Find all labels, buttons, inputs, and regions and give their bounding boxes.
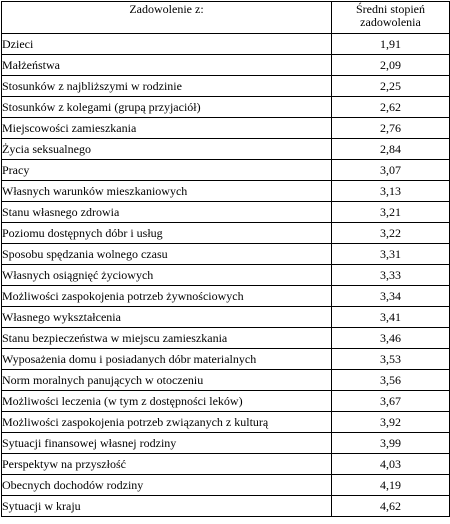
row-score: 3,34 [332, 286, 450, 307]
table-row [2, 286, 450, 307]
row-score: 2,62 [332, 97, 450, 118]
row-score: 3,56 [332, 370, 450, 391]
row-category: Własnego wykształcenia [2, 307, 332, 328]
table-row [2, 349, 450, 370]
row-category: Sytuacji w kraju [2, 496, 332, 517]
row-score: 2,76 [332, 118, 450, 139]
table-row [2, 97, 450, 118]
row-category: Perspektyw na przyszłość [2, 454, 332, 475]
header-category: Zadowolenie z: [2, 2, 332, 34]
header-score-line2: zadowolenia [360, 15, 421, 29]
row-score: 3,33 [332, 265, 450, 286]
row-category: Możliwości leczenia (w tym z dostępności leków) [2, 391, 332, 412]
row-category: Stosunków z najbliższymi w rodzinie [2, 76, 332, 97]
row-category: Pracy [2, 160, 332, 181]
table-row [2, 433, 450, 454]
row-category: Miejscowości zamieszkania [2, 118, 332, 139]
row-category: Możliwości zaspokojenia potrzeb związanych z kulturą [2, 412, 332, 433]
table-row [2, 55, 450, 76]
table-row [2, 139, 450, 160]
table-row [2, 496, 450, 517]
row-category: Stanu własnego zdrowia [2, 202, 332, 223]
table-row [2, 265, 450, 286]
table-row [2, 223, 450, 244]
table-row [2, 454, 450, 475]
row-score: 3,41 [332, 307, 450, 328]
row-score: 2,84 [332, 139, 450, 160]
row-score: 3,46 [332, 328, 450, 349]
row-category: Dzieci [2, 34, 332, 55]
row-score: 3,53 [332, 349, 450, 370]
row-category: Wyposażenia domu i posiadanych dóbr materialnych [2, 349, 332, 370]
row-score: 3,67 [332, 391, 450, 412]
row-score: 4,62 [332, 496, 450, 517]
row-category: Obecnych dochodów rodziny [2, 475, 332, 496]
table-row [2, 34, 450, 55]
table-row [2, 244, 450, 265]
row-category: Stosunków z kolegami (grupą przyjaciół) [2, 97, 332, 118]
table-row [2, 160, 450, 181]
row-category: Życia seksualnego [2, 139, 332, 160]
satisfaction-table [1, 1, 450, 517]
row-score: 3,31 [332, 244, 450, 265]
table-row [2, 391, 450, 412]
row-category: Sytuacji finansowej własnej rodziny [2, 433, 332, 454]
row-category: Małżeństwa [2, 55, 332, 76]
table-row [2, 475, 450, 496]
row-score: 3,21 [332, 202, 450, 223]
row-category: Stanu bezpieczeństwa w miejscu zamieszkania [2, 328, 332, 349]
table-row [2, 202, 450, 223]
row-score: 3,22 [332, 223, 450, 244]
table-row [2, 181, 450, 202]
table-row [2, 118, 450, 139]
row-score: 1,91 [332, 34, 450, 55]
row-score: 2,25 [332, 76, 450, 97]
table-header-row [2, 2, 450, 34]
row-score: 4,19 [332, 475, 450, 496]
row-score: 3,92 [332, 412, 450, 433]
row-category: Możliwości zaspokojenia potrzeb żywnościowych [2, 286, 332, 307]
row-category: Własnych osiągnięć życiowych [2, 265, 332, 286]
row-score: 4,03 [332, 454, 450, 475]
header-score-line1: Średni stopień [356, 2, 425, 16]
table-body [2, 34, 450, 517]
row-score: 3,99 [332, 433, 450, 454]
row-category: Norm moralnych panujących w otoczeniu [2, 370, 332, 391]
row-score: 2,09 [332, 55, 450, 76]
table-row [2, 76, 450, 97]
row-category: Poziomu dostępnych dóbr i usług [2, 223, 332, 244]
table-row [2, 307, 450, 328]
table-row [2, 412, 450, 433]
table-row [2, 370, 450, 391]
table-row [2, 328, 450, 349]
row-category: Sposobu spędzania wolnego czasu [2, 244, 332, 265]
header-score [332, 2, 450, 34]
row-category: Własnych warunków mieszkaniowych [2, 181, 332, 202]
row-score: 3,07 [332, 160, 450, 181]
row-score: 3,13 [332, 181, 450, 202]
